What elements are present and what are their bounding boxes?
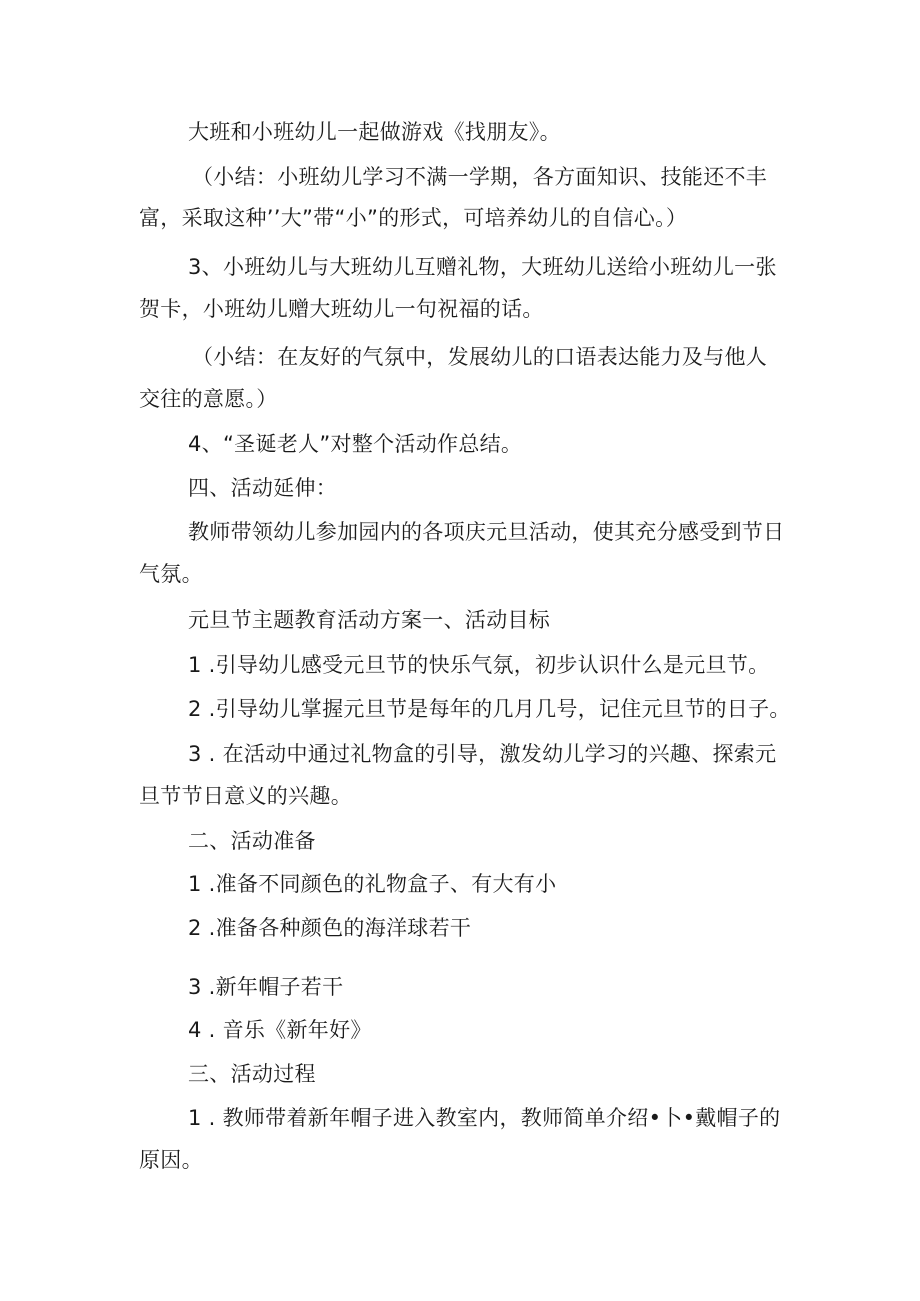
text-line-22: 三、活动过程	[188, 1062, 316, 1086]
text-line-16: 旦节节日意义的兴趣。	[139, 784, 352, 808]
text-line-4: 3、小班幼儿与大班幼儿互赠礼物，大班幼儿送给小班幼儿一张	[188, 255, 777, 279]
text-line-1: 大班和小班幼儿一起做游戏《找朋友》。	[188, 120, 561, 144]
text-line-2: （小结：小班幼儿学习不满一学期，各方面知识、技能还不丰	[192, 165, 768, 189]
text-line-14: 2 .引导幼儿掌握元旦节是每年的几月几号，记住元旦节的日子。	[188, 697, 791, 721]
text-line-21: 4 . 音乐《新年好》	[188, 1018, 372, 1042]
text-line-13: 1 .引导幼儿感受元旦节的快乐气氛，初步认识什么是元旦节。	[188, 653, 770, 677]
text-line-10: 教师带领幼儿参加园内的各项庆元旦活动，使其充分感受到节日	[188, 520, 785, 544]
text-line-12: 元旦节主题教育活动方案一、活动目标	[188, 608, 551, 632]
text-line-18: 1 .准备不同颜色的礼物盒子、有大有小	[188, 872, 557, 896]
text-line-11: 气氛。	[139, 562, 203, 586]
text-line-17: 二、活动准备	[188, 829, 316, 853]
text-line-8: 4、“圣诞老人”对整个活动作总结。	[188, 432, 523, 456]
text-line-9: 四、活动延伸：	[188, 476, 338, 500]
text-line-6: （小结：在友好的气氛中，发展幼儿的口语表达能力及与他人	[192, 345, 768, 369]
text-line-19: 2 .准备各种颜色的海洋球若干	[188, 916, 472, 940]
text-line-15: 3 . 在活动中通过礼物盒的引导，激发幼儿学习的兴趣、探索元	[188, 742, 777, 766]
text-line-20: 3 .新年帽子若干	[188, 975, 344, 999]
text-line-23: 1 . 教师带着新年帽子进入教室内，教师简单介绍•卜•戴帽子的	[188, 1106, 781, 1130]
text-line-5: 贺卡，小班幼儿赠大班幼儿一句祝福的话。	[139, 297, 544, 321]
text-line-7: 交往的意愿。）	[139, 387, 278, 411]
text-line-24: 原因。	[139, 1148, 203, 1172]
text-line-3: 富，采取这种’’大”带“小”的形式，可培养幼儿的自信心。）	[139, 206, 688, 230]
